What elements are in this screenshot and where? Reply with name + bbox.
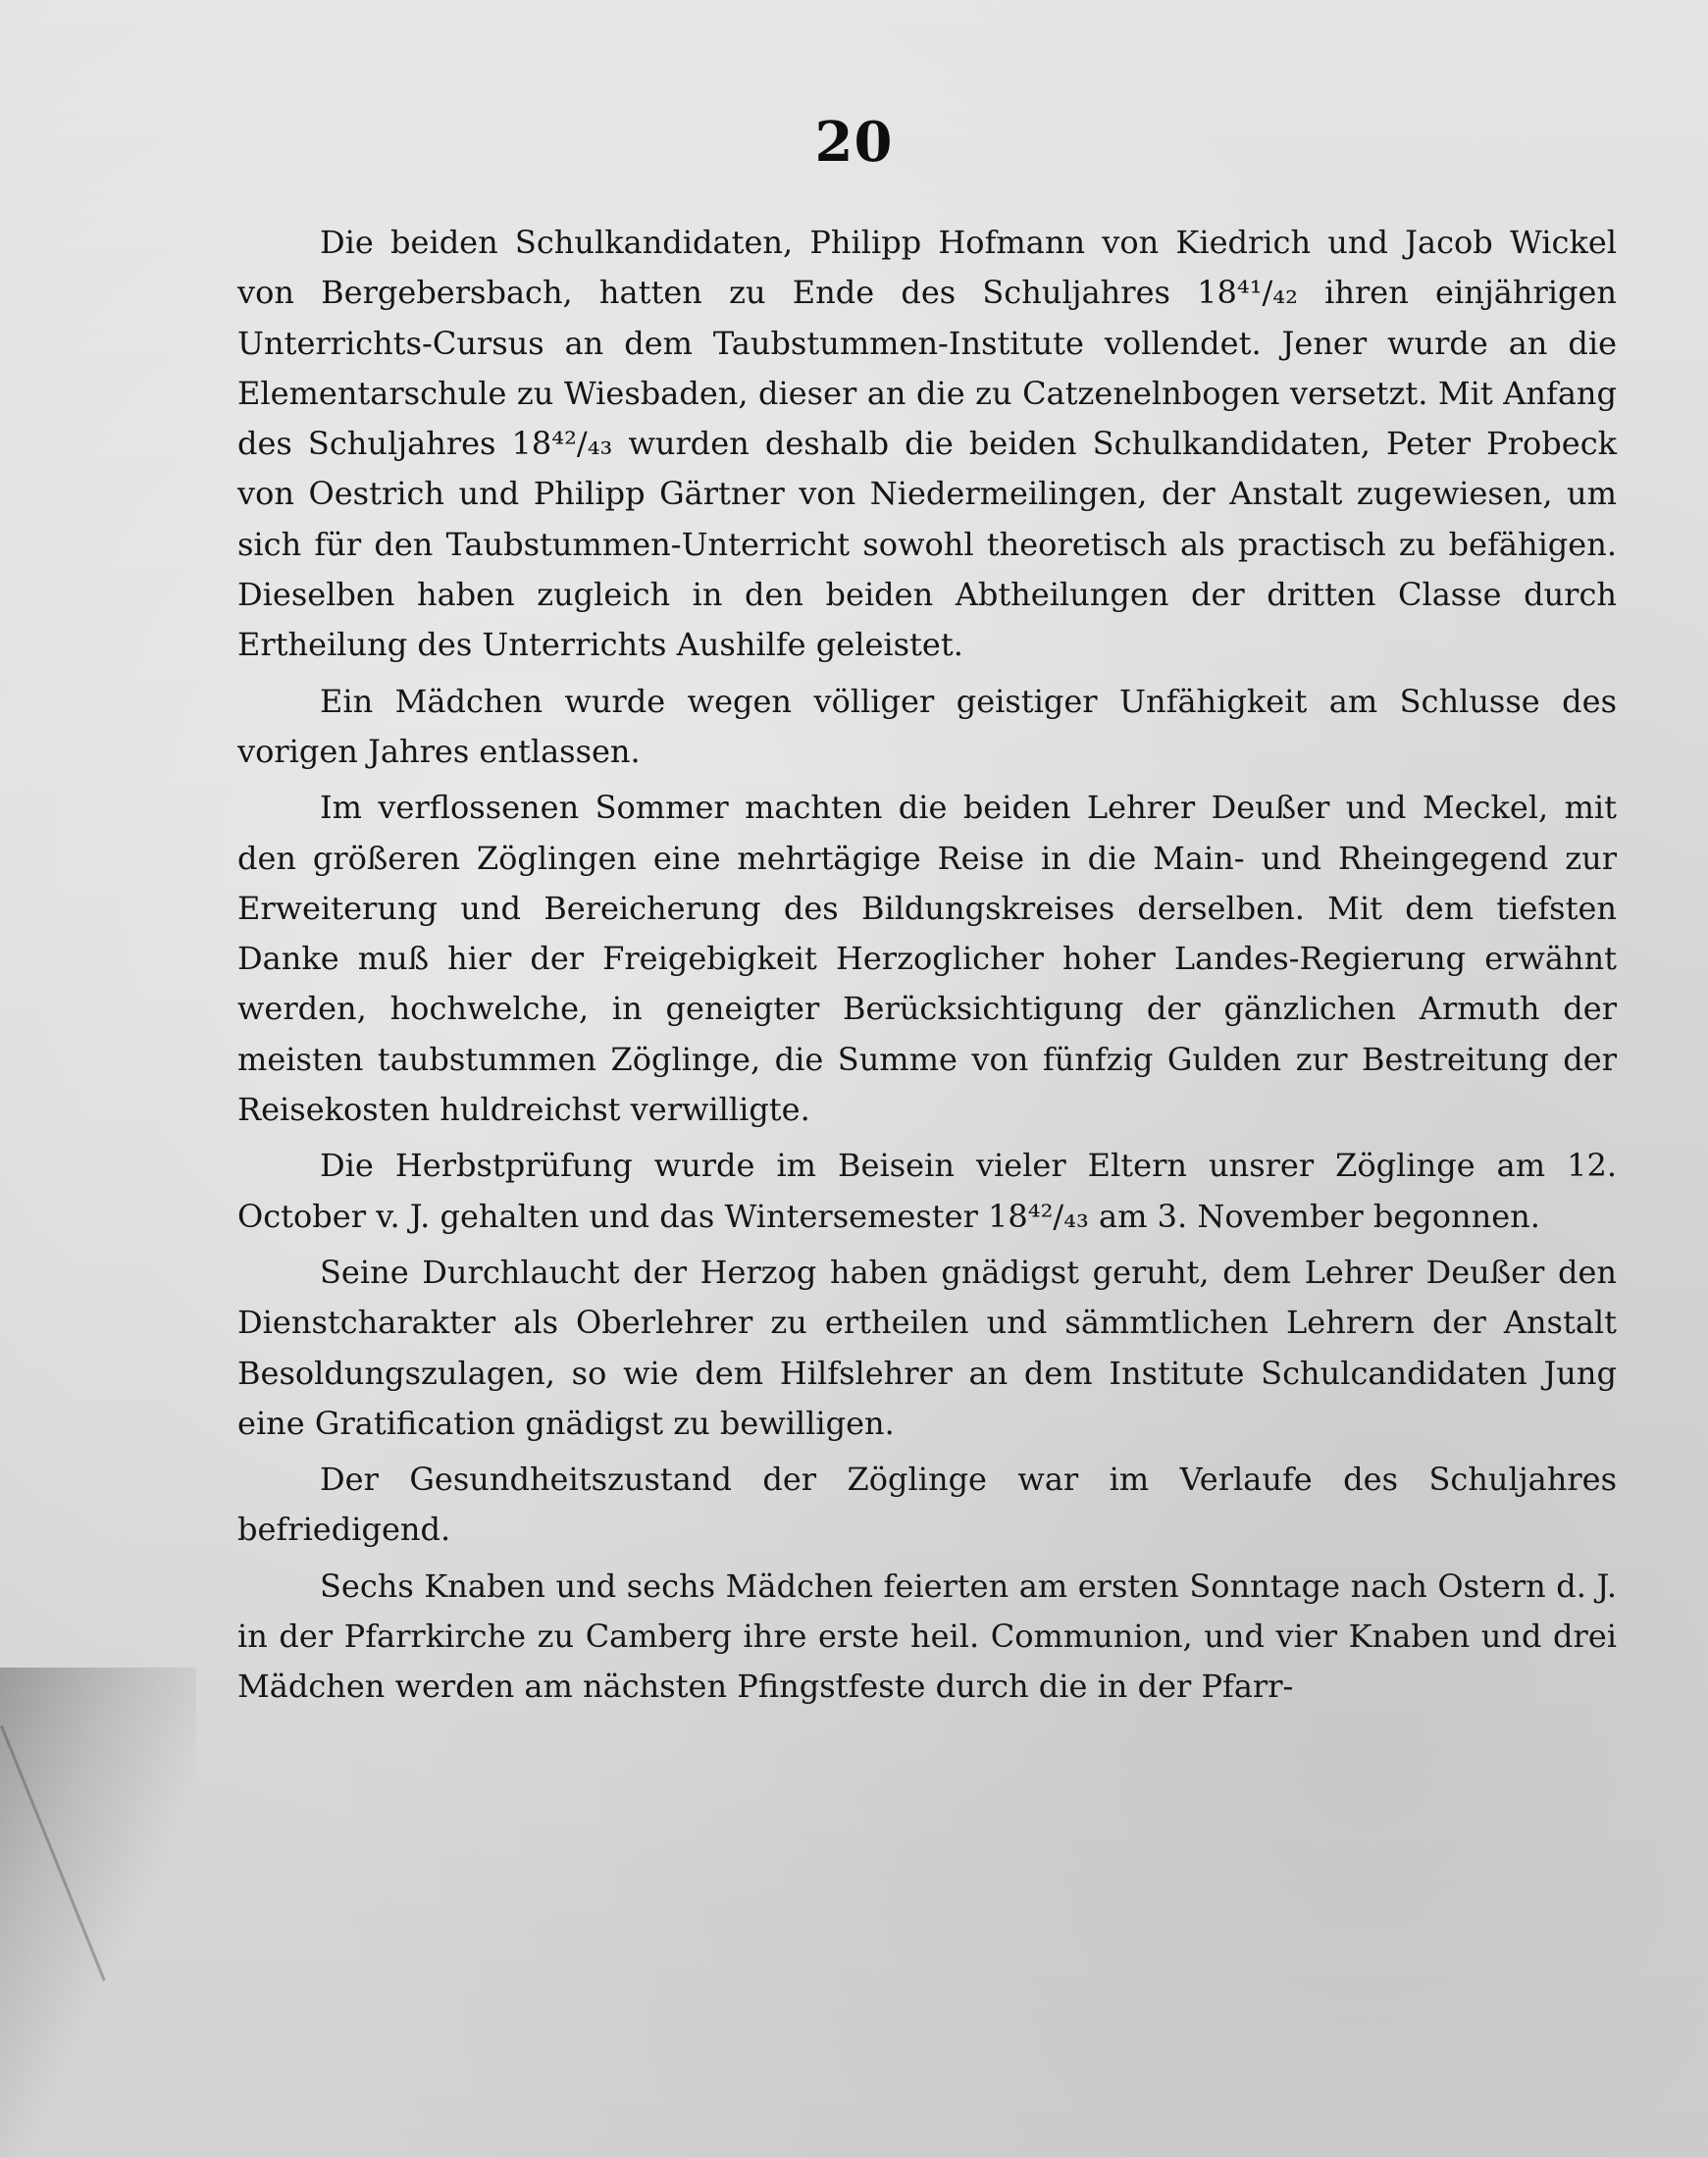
page-fold-shadow	[0, 1668, 196, 2157]
page-fold-crease	[0, 1725, 106, 1981]
paragraph-gesundheit: Der Gesundheitszustand der Zöglinge war im Verlaufe des Schuljahres befriedigend.	[237, 1461, 1617, 1549]
paragraph-reise: Im verflossenen Sommer machten die beiden Lehrer Deußer und Meckel, mit den größeren Zöglingen eine mehrtägige Reise in die Main- und Rheingegend zur Erweiterung und Bereicherung des Bildungskreises derselben. Mit dem tiefsten Danke muß hier der Freigebigkeit Herzoglicher hoher Landes-Regierung erwähnt werden, hochwelche, in geneigter Berücksichtigung der gänzlichen Armuth der meisten taubstummen Zöglinge, die Summe von fünfzig Gulden zur Bestreitung der Reisekosten huldreichst verwilligte.	[237, 789, 1617, 1129]
paragraph-herbstpruefung: Die Herbstprüfung wurde im Beisein vieler Eltern unsrer Zöglinge am 12. October v. J. gehalten und das Wintersemester 18⁴²/₄₃ am 3. November begonnen.	[237, 1147, 1617, 1235]
paragraph-communion: Sechs Knaben und sechs Mädchen feierten am ersten Sonntage nach Ostern d. J. in der Pfarrkirche zu Camberg ihre erste heil. Communion, und vier Knaben und drei Mädchen werden am nächsten Pfingstfeste durch die in der Pfarr-	[237, 1566, 1617, 1706]
body-text	[237, 218, 1617, 1713]
paragraph-herzog: Seine Durchlaucht der Herzog haben gnädigst geruht, dem Lehrer Deußer den Dienstcharakter als Oberlehrer zu ertheilen und sämmtlichen Lehrern der Anstalt Besoldungszulagen, so wie dem Hilfslehrer an dem Institute Schulcandidaten Jung eine Gratification gnädigst zu bewilligen.	[237, 1253, 1617, 1442]
paragraph-schulkandidaten: Die beiden Schulkandidaten, Philipp Hofmann von Kiedrich und Jacob Wickel von Bergebersbach, hatten zu Ende des Schuljahres 18⁴¹/₄₂ ihren einjährigen Unterrichts-Cursus an dem Taubstummen-Institute vollendet. Jener wurde an die Elementarschule zu Wiesbaden, dieser an die zu Catzenelnbogen versetzt. Mit Anfang des Schuljahres 18⁴²/₄₃ wurden deshalb die beiden Schulkandidaten, Peter Probeck von Oestrich und Philipp Gärtner von Niedermeilingen, der Anstalt zugewiesen, um sich für den Taubstummen-Unterricht sowohl theoretisch als practisch zu befähigen. Dieselben haben zugleich in den beiden Abtheilungen der dritten Classe durch Ertheilung des Unterrichts Aushilfe geleistet.	[237, 224, 1617, 664]
page-number: 20	[814, 110, 894, 175]
paragraph-maedchen-entlassen: Ein Mädchen wurde wegen völliger geistiger Unfähigkeit am Schlusse des vorigen Jahres entlassen.	[237, 682, 1617, 770]
